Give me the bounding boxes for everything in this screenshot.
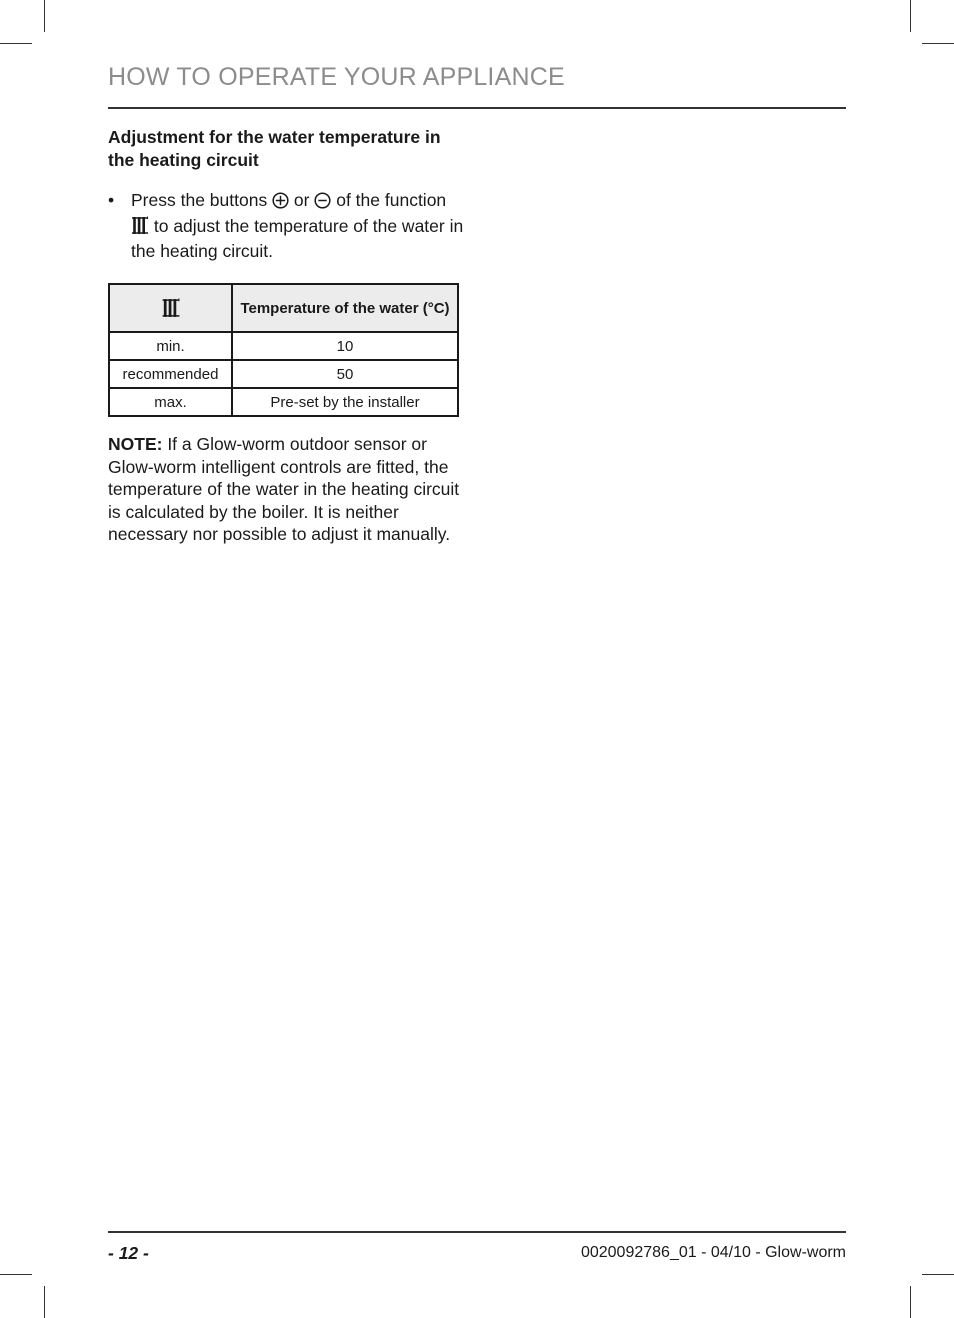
crop-mark bbox=[922, 43, 954, 44]
instruction-text bbox=[131, 189, 468, 263]
footer-divider bbox=[108, 1231, 846, 1233]
temperature-table bbox=[108, 283, 459, 417]
table-header-row bbox=[109, 284, 458, 332]
radiator-icon bbox=[161, 299, 181, 316]
bullet-marker: • bbox=[108, 190, 115, 210]
table-cell-label: min. bbox=[109, 332, 232, 360]
table-header-temperature: Temperature of the water (°C) bbox=[232, 284, 458, 332]
page-header-title: HOW TO OPERATE YOUR APPLIANCE bbox=[108, 63, 565, 91]
table-cell-value: 10 bbox=[232, 332, 458, 360]
table-cell-label: max. bbox=[109, 388, 232, 416]
section-heading: Adjustment for the water temperature in the heating circuit bbox=[108, 127, 441, 170]
note-paragraph bbox=[108, 433, 468, 546]
plus-circle-icon bbox=[272, 192, 289, 215]
table-cell-value: 50 bbox=[232, 360, 458, 388]
table-row bbox=[109, 388, 458, 416]
note-label: NOTE: bbox=[108, 434, 163, 454]
table-header-icon-cell bbox=[109, 284, 232, 332]
instruction-part: or bbox=[289, 190, 315, 210]
crop-mark bbox=[44, 0, 45, 32]
crop-mark bbox=[922, 1274, 954, 1275]
radiator-icon bbox=[131, 216, 149, 241]
header-divider bbox=[108, 107, 846, 109]
table-cell-label: recommended bbox=[109, 360, 232, 388]
table-cell-value: Pre-set by the installer bbox=[232, 388, 458, 416]
crop-mark bbox=[910, 0, 911, 32]
page-number: - 12 - bbox=[108, 1243, 149, 1263]
note-text: If a Glow-worm outdoor sensor or Glow-worm intelligent controls are fitted, the temperature of the water in the heating circuit is calculated by the boiler. It is neither necessary nor possible to adjust it manually. bbox=[108, 434, 460, 544]
instruction-part: of the function bbox=[331, 190, 447, 210]
crop-mark bbox=[0, 43, 32, 44]
table-row bbox=[109, 360, 458, 388]
crop-mark bbox=[44, 1286, 45, 1318]
crop-mark bbox=[910, 1286, 911, 1318]
document-reference: 0020092786_01 - 04/10 - Glow-worm bbox=[580, 1244, 846, 1261]
instruction-part: to adjust the temperature of the water in the heating circuit. bbox=[131, 215, 464, 261]
minus-circle-icon bbox=[314, 192, 331, 215]
table-row bbox=[109, 332, 458, 360]
crop-mark bbox=[0, 1274, 32, 1275]
instruction-part: Press the buttons bbox=[131, 190, 273, 210]
